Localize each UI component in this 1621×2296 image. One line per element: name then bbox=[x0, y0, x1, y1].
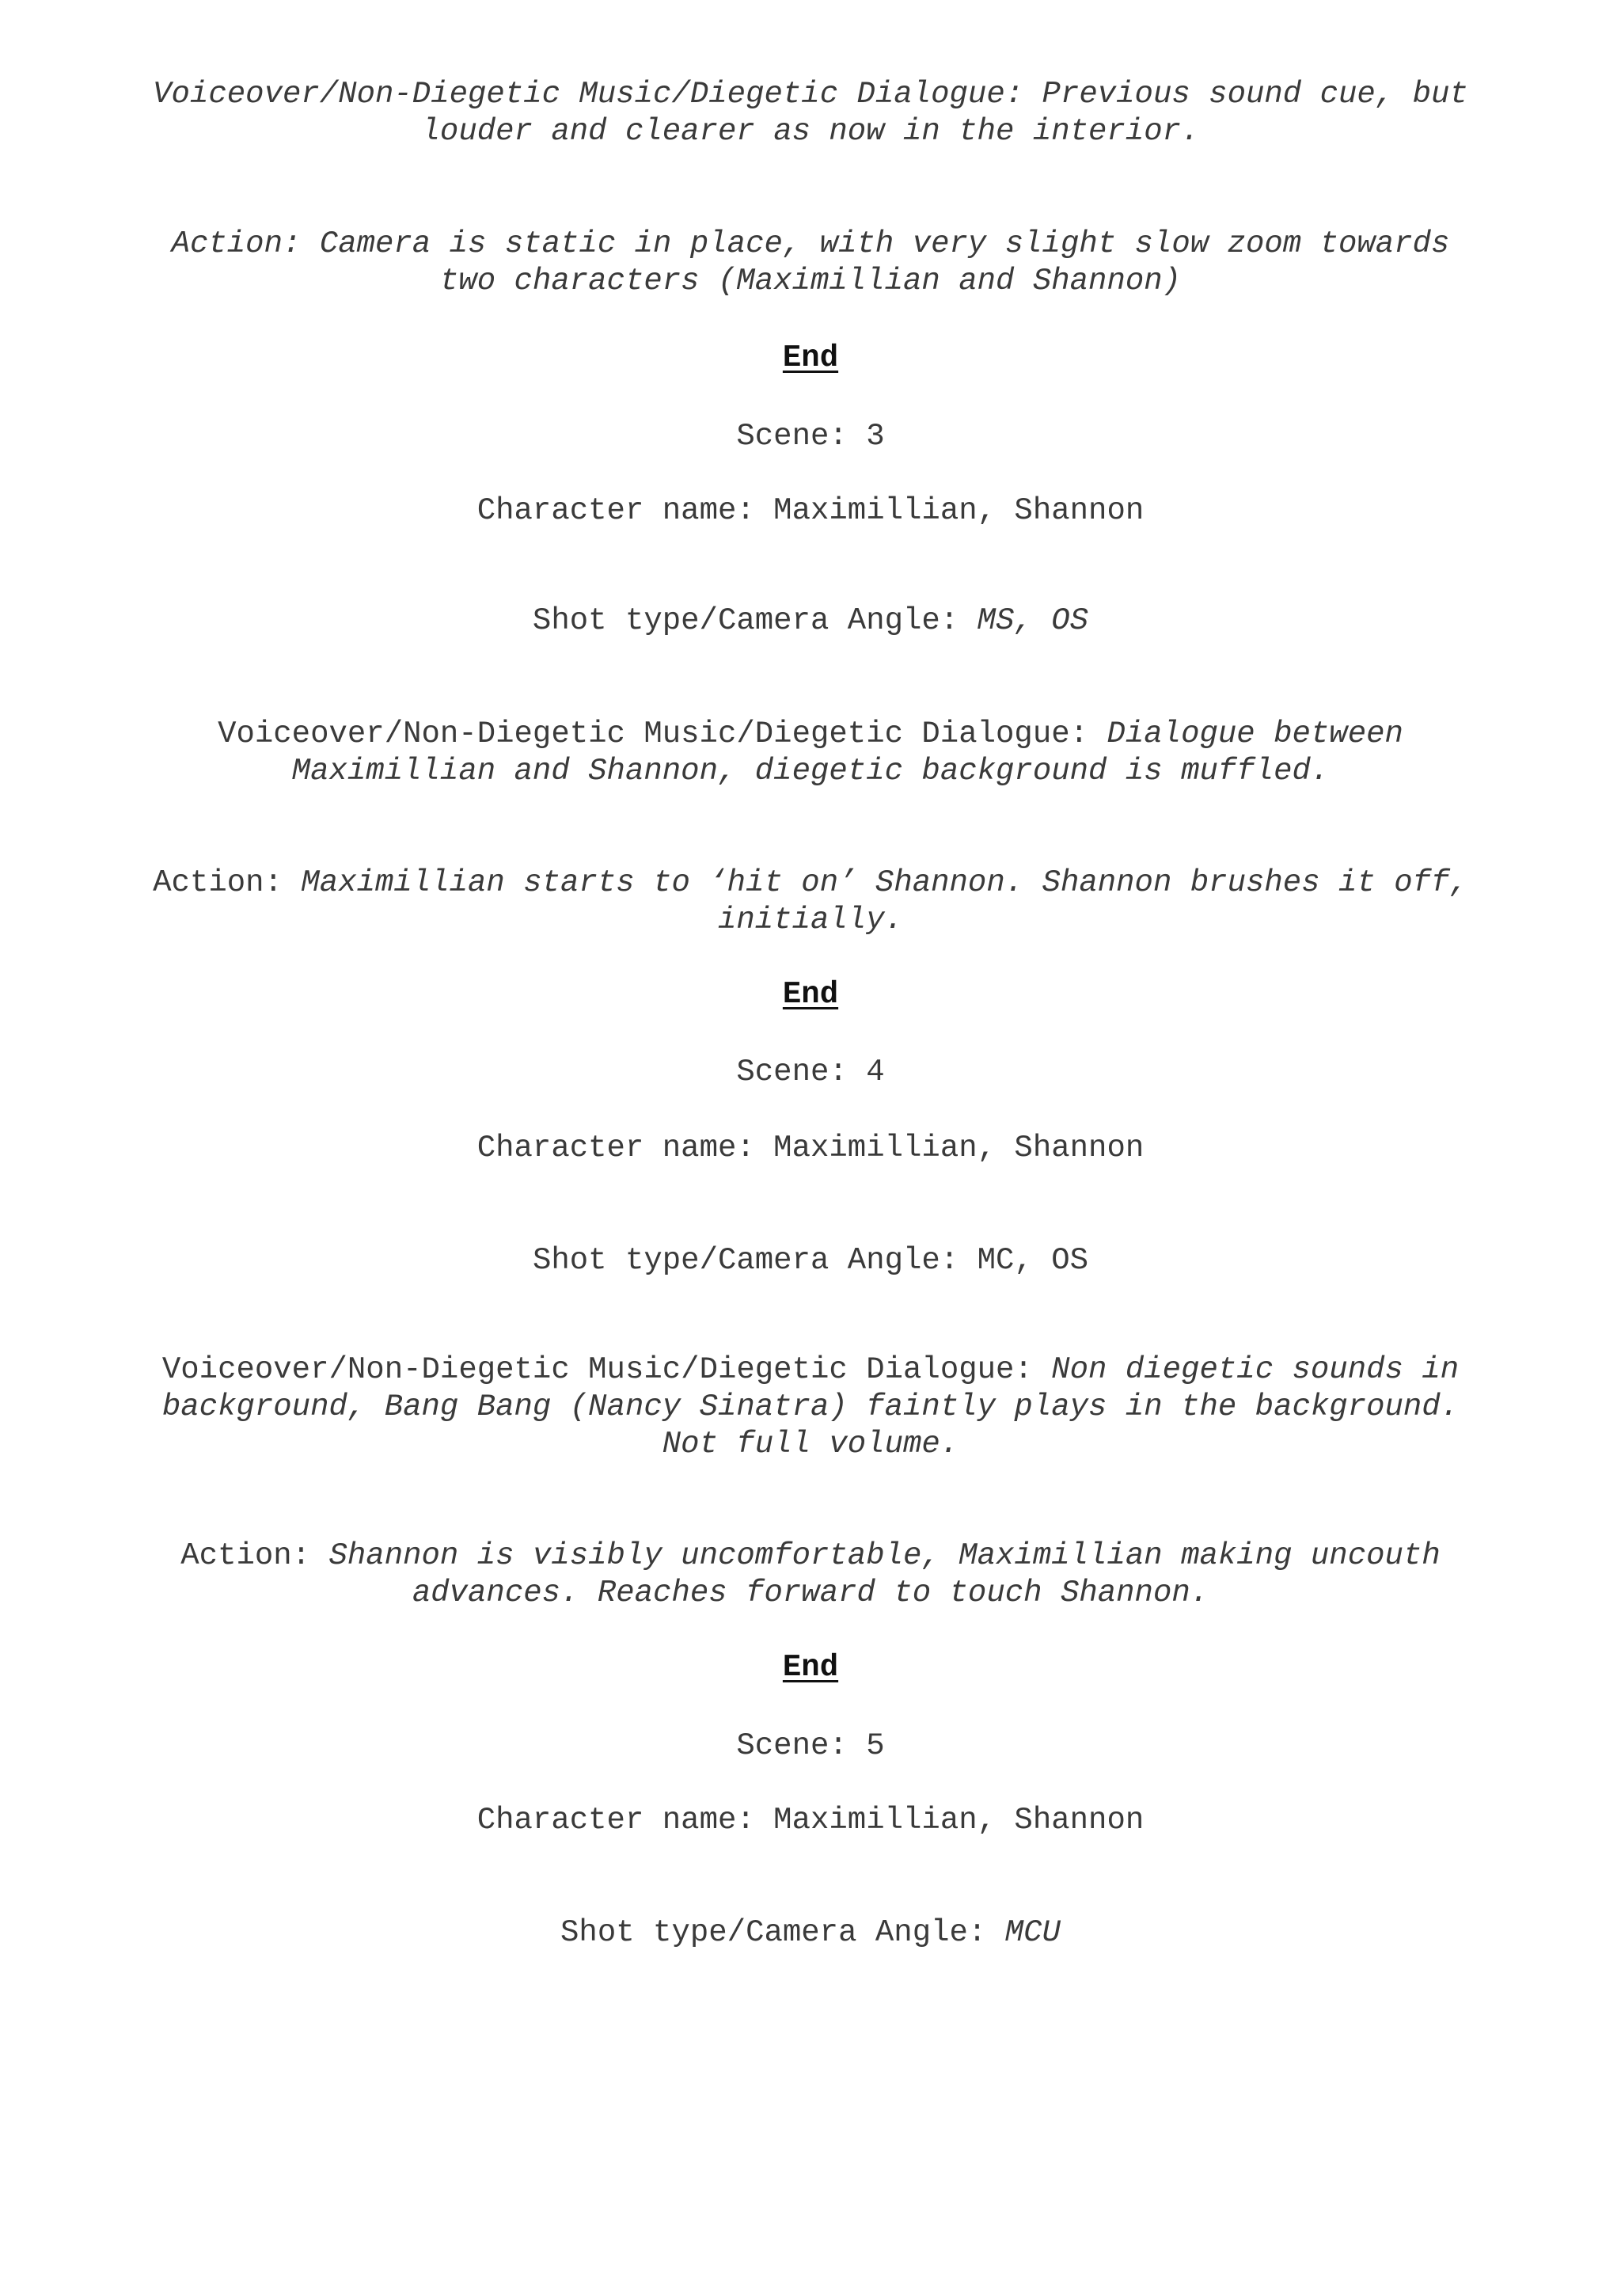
end-marker bbox=[0, 340, 1621, 377]
action-value: Shannon is visibly uncomfortable, Maximillian making uncouth bbox=[328, 1538, 1441, 1573]
end-label: End bbox=[782, 977, 839, 1012]
voiceover-line: Not full volume. bbox=[662, 1427, 959, 1462]
scene-number: Scene: 5 bbox=[736, 1728, 885, 1763]
voiceover-line: Maximillian and Shannon, diegetic background is muffled. bbox=[291, 754, 1330, 789]
voiceover-line bbox=[0, 1351, 1621, 1389]
shot-type-label: Shot type/Camera Angle: bbox=[532, 603, 978, 638]
shot-type bbox=[0, 603, 1621, 640]
character-name: Character name: Maximillian, Shannon bbox=[476, 1803, 1145, 1838]
shot-type-value: MS, OS bbox=[977, 603, 1089, 638]
voiceover-value: Non diegetic sounds in bbox=[1051, 1352, 1460, 1387]
shot-type-value: MCU bbox=[1004, 1915, 1061, 1950]
scene-number: Scene: 4 bbox=[736, 1055, 885, 1089]
action-line bbox=[0, 1538, 1621, 1575]
action-line: initially. bbox=[717, 903, 904, 937]
action-label: Action: bbox=[180, 1538, 329, 1573]
character-name: Character name: Maximillian, Shannon bbox=[476, 1131, 1145, 1165]
end-marker bbox=[0, 976, 1621, 1013]
voiceover-line: Voiceover/Non-Diegetic Music/Diegetic Dialogue: Previous sound cue, but bbox=[153, 77, 1468, 112]
end-label: End bbox=[782, 1650, 839, 1685]
shot-type-label: Shot type/Camera Angle: bbox=[560, 1915, 1005, 1950]
action-line: Action: Camera is static in place, with very slight slow zoom towards bbox=[171, 226, 1450, 261]
action-line: advances. Reaches forward to touch Shannon. bbox=[412, 1576, 1209, 1610]
scene-number: Scene: 3 bbox=[736, 419, 885, 454]
shot-type bbox=[0, 1914, 1621, 1952]
action-value: Maximillian starts to ‘hit on’ Shannon. Shannon brushes it off, bbox=[301, 865, 1468, 900]
action-line: two characters (Maximillian and Shannon) bbox=[439, 264, 1182, 298]
end-marker bbox=[0, 1649, 1621, 1686]
voiceover-label: Voiceover/Non-Diegetic Music/Diegetic Dialogue: bbox=[161, 1352, 1052, 1387]
voiceover-line: louder and clearer as now in the interior. bbox=[421, 114, 1200, 149]
shot-type: Shot type/Camera Angle: MC, OS bbox=[532, 1243, 1089, 1278]
action-label: Action: bbox=[153, 865, 302, 900]
voiceover-value: Dialogue between bbox=[1107, 717, 1403, 751]
character-name: Character name: Maximillian, Shannon bbox=[476, 493, 1145, 528]
voiceover-line: background, Bang Bang (Nancy Sinatra) faintly plays in the background. bbox=[161, 1389, 1460, 1424]
end-label: End bbox=[782, 340, 839, 375]
action-line bbox=[0, 865, 1621, 902]
voiceover-line bbox=[0, 716, 1621, 753]
voiceover-label: Voiceover/Non-Diegetic Music/Diegetic Dialogue: bbox=[218, 717, 1107, 751]
